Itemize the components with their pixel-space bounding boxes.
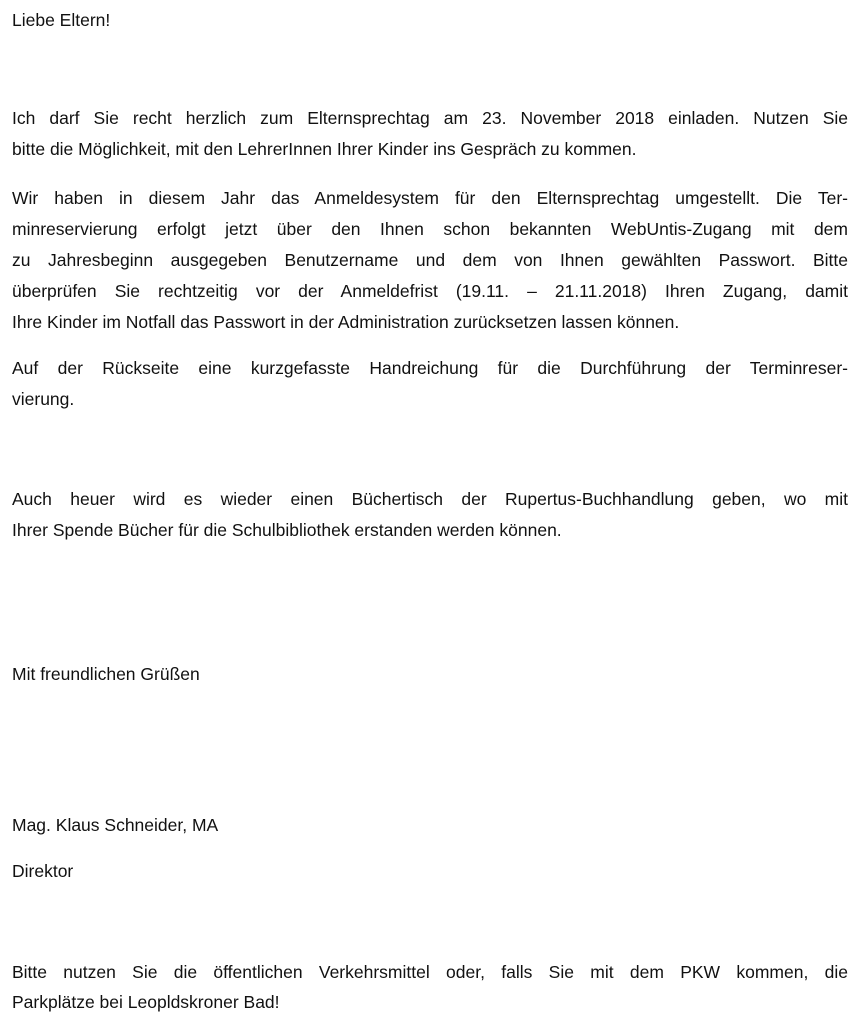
paragraph-line: Parkplätze bei Leopldskroner Bad! [12,992,280,1012]
paragraph-line: zu Jahresbeginn ausgegeben Benutzername und dem von Ihnen gewählten Passwort. Bitte [12,250,848,270]
paragraph-line: überprüfen Sie rechtzeitig vor der Anmeldefrist (19.11. – 21.11.2018) Ihren Zugang, damit [12,281,848,301]
salutation: Liebe Eltern! [12,10,111,30]
paragraph-line: Bitte nutzen Sie die öffentlichen Verkehrsmittel oder, falls Sie mit dem PKW kommen, die [12,962,848,982]
paragraph-line: minreservierung erfolgt jetzt über den Ihnen schon bekannten WebUntis-Zugang mit dem [12,219,848,239]
paragraph-line: Ich darf Sie recht herzlich zum Elternsprechtag am 23. November 2018 einladen. Nutzen Sie [12,108,848,128]
paragraph-line: bitte die Möglichkeit, mit den LehrerInnen Ihrer Kinder ins Gespräch zu kommen. [12,139,637,159]
signatory-name: Mag. Klaus Schneider, MA [12,815,219,835]
paragraph-line: Ihre Kinder im Notfall das Passwort in der Administration zurücksetzen lassen können. [12,312,680,332]
paragraph-line: Ihrer Spende Bücher für die Schulbibliothek erstanden werden können. [12,520,562,540]
paragraph-line: Wir haben in diesem Jahr das Anmeldesystem für den Elternsprechtag umgestellt. Die Ter- [12,188,848,208]
signatory-title: Direktor [12,861,74,881]
paragraph-line: Auf der Rückseite eine kurzgefasste Handreichung für die Durchführung der Terminreser- [12,358,848,378]
paragraph-line: Auch heuer wird es wieder einen Büchertisch der Rupertus-Buchhandlung geben, wo mit [12,489,848,509]
closing: Mit freundlichen Grüßen [12,664,200,684]
paragraph-line: vierung. [12,389,75,409]
